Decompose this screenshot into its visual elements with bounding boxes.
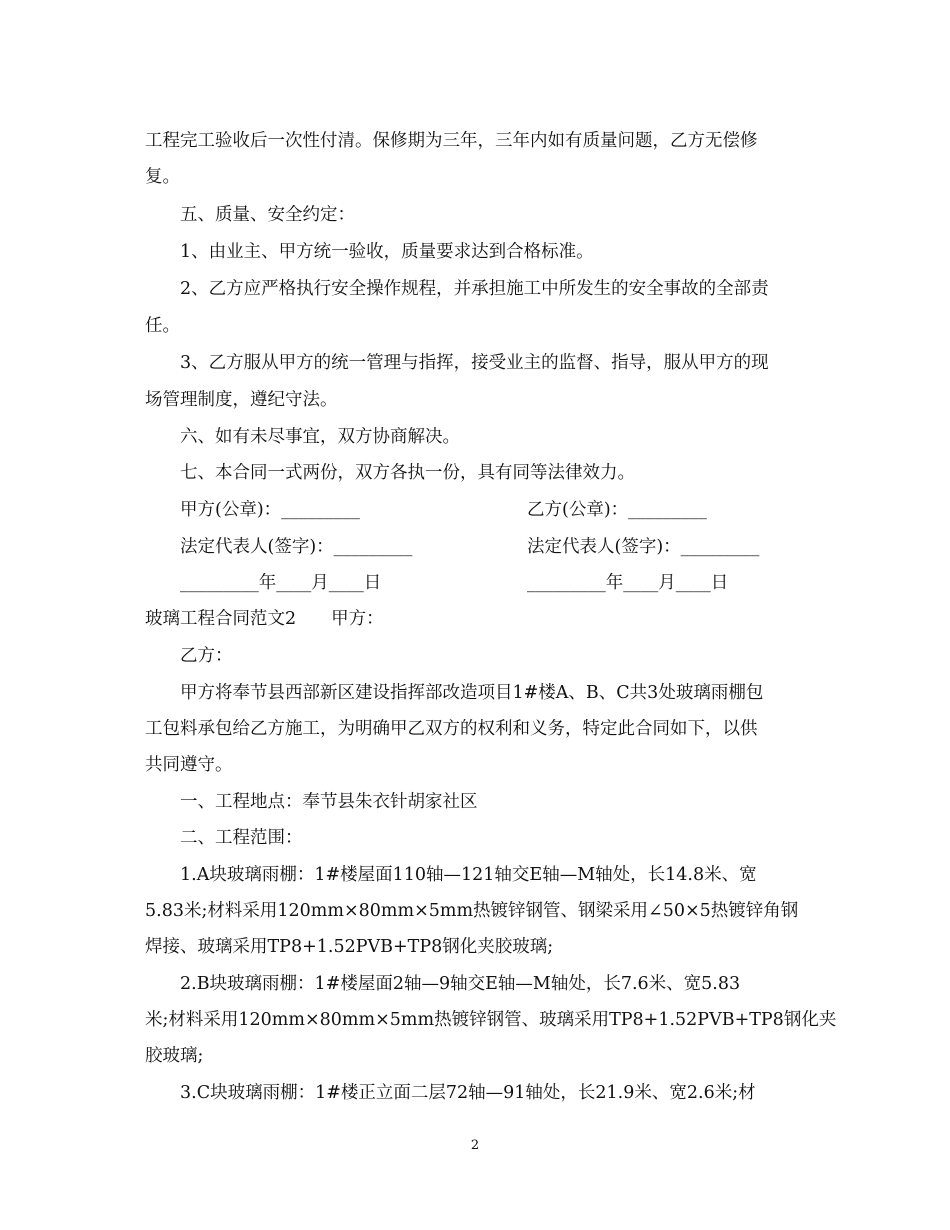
party-b-seal: 乙方(公章)：_________ [527, 500, 707, 520]
section-heading: 一、工程地点：奉节县朱衣针胡家社区 [180, 792, 478, 812]
paragraph-line: 工程完工验收后一次性付清。保修期为三年，三年内如有质量问题，乙方无偿修 [145, 131, 758, 151]
scope-line: 1.A块玻璃雨棚：1#楼屋面110轴—121轴交E轴—M轴处，长14.8米、宽 [180, 865, 757, 885]
paragraph-line: 场管理制度，遵纪守法。 [145, 390, 338, 410]
section-heading: 二、工程范围： [180, 828, 303, 848]
paragraph-line: 复。 [145, 167, 180, 187]
scope-line: 胶玻璃; [145, 1046, 204, 1066]
party-b-date: _________年____月____日 [527, 573, 729, 593]
list-item: 3、乙方服从甲方的统一管理与指挥，接受业主的监督、指导，服从甲方的现 [180, 353, 769, 373]
intro-line: 工包料承包给乙方施工，为明确甲乙双方的权利和义务，特定此合同如下，以供 [145, 719, 758, 739]
contract-title: 玻璃工程合同范文2 甲方： [145, 609, 384, 629]
scope-line: 焊接、玻璃采用TP8+1.52PVB+TP8钢化夹胶玻璃; [145, 937, 554, 957]
intro-line: 共同遵守。 [145, 755, 233, 775]
party-b-label: 乙方： [180, 646, 233, 666]
section-heading: 六、如有未尽事宜，双方协商解决。 [180, 427, 460, 447]
scope-line: 5.83米;材料采用120mm×80mm×5mm热镀锌钢管、钢梁采用∠50×5热镀锌角钢 [145, 901, 799, 921]
page-number: 2 [470, 1138, 480, 1153]
list-item: 2、乙方应严格执行安全操作规程，并承担施工中所发生的安全事故的全部责 [180, 279, 769, 299]
party-a-representative: 法定代表人(签字)：_________ [180, 537, 413, 557]
section-heading: 七、本合同一式两份，双方各执一份，具有同等法律效力。 [180, 463, 635, 483]
party-a-date: _________年____月____日 [180, 573, 382, 593]
scope-line: 2.B块玻璃雨棚：1#楼屋面2轴—9轴交E轴—M轴处，长7.6米、宽5.83 [180, 974, 741, 994]
scope-line: 3.C块玻璃雨棚：1#楼正立面二层72轴—91轴处，长21.9米、宽2.6米;材 [180, 1083, 756, 1103]
list-item: 1、由业主、甲方统一验收，质量要求达到合格标准。 [180, 242, 594, 262]
section-heading: 五、质量、安全约定： [180, 205, 355, 225]
party-b-representative: 法定代表人(签字)：_________ [527, 537, 760, 557]
party-a-seal: 甲方(公章)：_________ [180, 500, 360, 520]
intro-line: 甲方将奉节县西部新区建设指挥部改造项目1#楼A、B、C共3处玻璃雨棚包 [180, 683, 764, 703]
paragraph-line: 任。 [145, 316, 180, 336]
scope-line: 米;材料采用120mm×80mm×5mm热镀锌钢管、玻璃采用TP8+1.52PVB+TP8钢化夹 [145, 1010, 837, 1030]
